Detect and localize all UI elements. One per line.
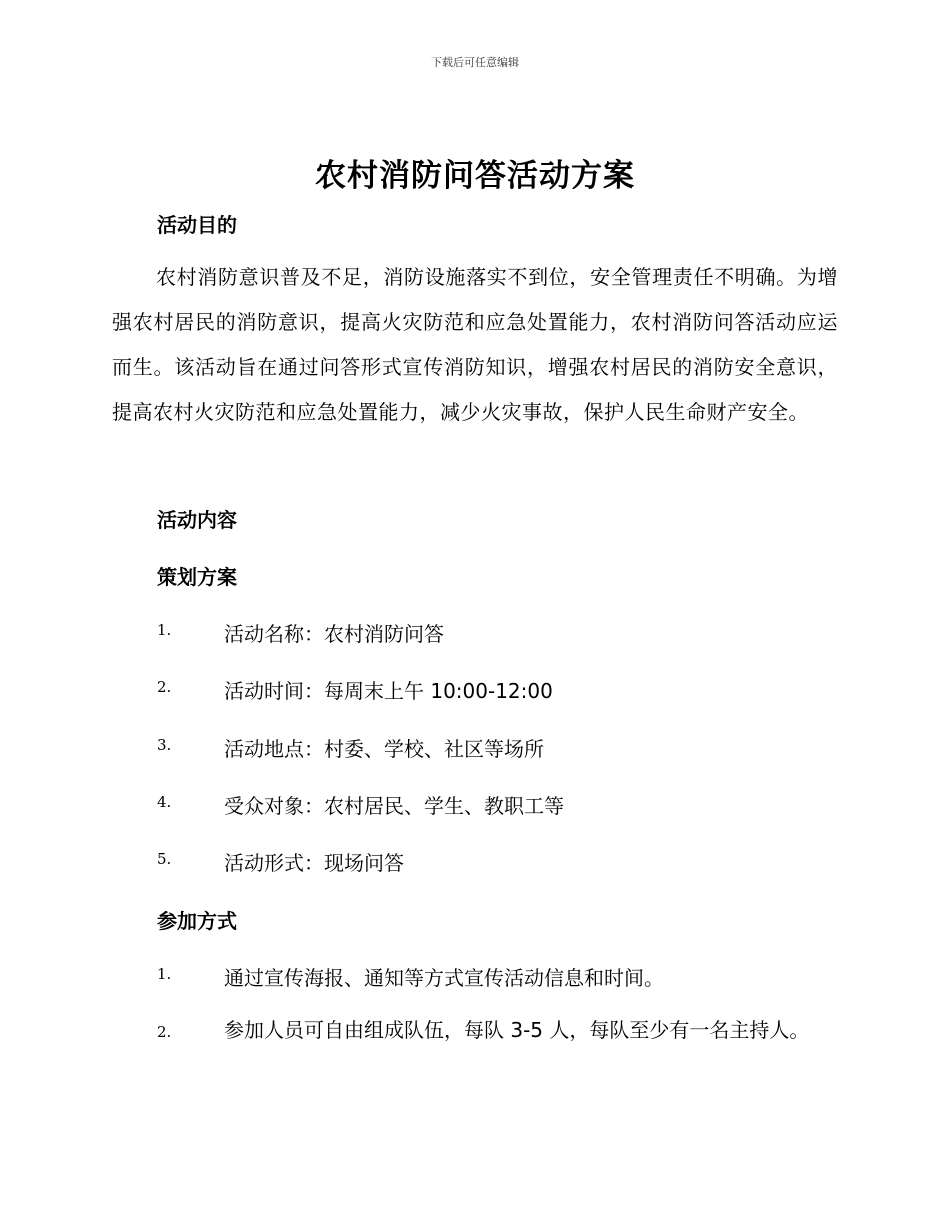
list-item-number: 3. [157,736,172,754]
document-title: 农村消防问答活动方案 [315,158,635,194]
participation-list-item [112,1008,838,1055]
section-heading-plan: 策划方案 [157,565,237,589]
list-item-text: 活动名称：农村消防问答 [224,622,444,646]
section-heading-content: 活动内容 [157,508,237,532]
section-heading-participation: 参加方式 [157,909,237,933]
list-item-text: 活动地点：村委、学校、社区等场所 [224,737,544,761]
list-item-number: 5. [157,850,172,868]
list-item-number: 2. [157,1023,172,1041]
list-item-text: 参加人员可自由组成队伍，每队 3-5 人，每队至少有一名主持人。 [224,1018,810,1042]
page-header-note: 下载后可任意编辑 [431,56,519,69]
list-item-text: 受众对象：农村居民、学生、教职工等 [224,794,564,818]
list-item-text: 活动形式：现场问答 [224,851,404,875]
section-heading-purpose: 活动目的 [157,213,237,237]
purpose-paragraph: 农村消防意识普及不足，消防设施落实不到位，安全管理责任不明确。为增强农村居民的消防意识，提高火灾防范和应急处置能力，农村消防问答活动应运而生。该活动旨在通过问答形式宣传消防知识，增强农村居民的消防安全意识，提高农村火灾防范和应急处置能力，减少火灾事故，保护人民生命财产安全。 [112,265,838,424]
list-item-number: 1. [157,621,172,639]
list-item-text: 通过宣传海报、通知等方式宣传活动信息和时间。 [224,966,664,990]
list-item-number: 1. [157,965,172,983]
list-item-number: 2. [157,678,172,696]
list-item-text: 活动时间：每周末上午 10:00-12:00 [224,679,553,703]
list-item-number: 4. [157,793,172,811]
